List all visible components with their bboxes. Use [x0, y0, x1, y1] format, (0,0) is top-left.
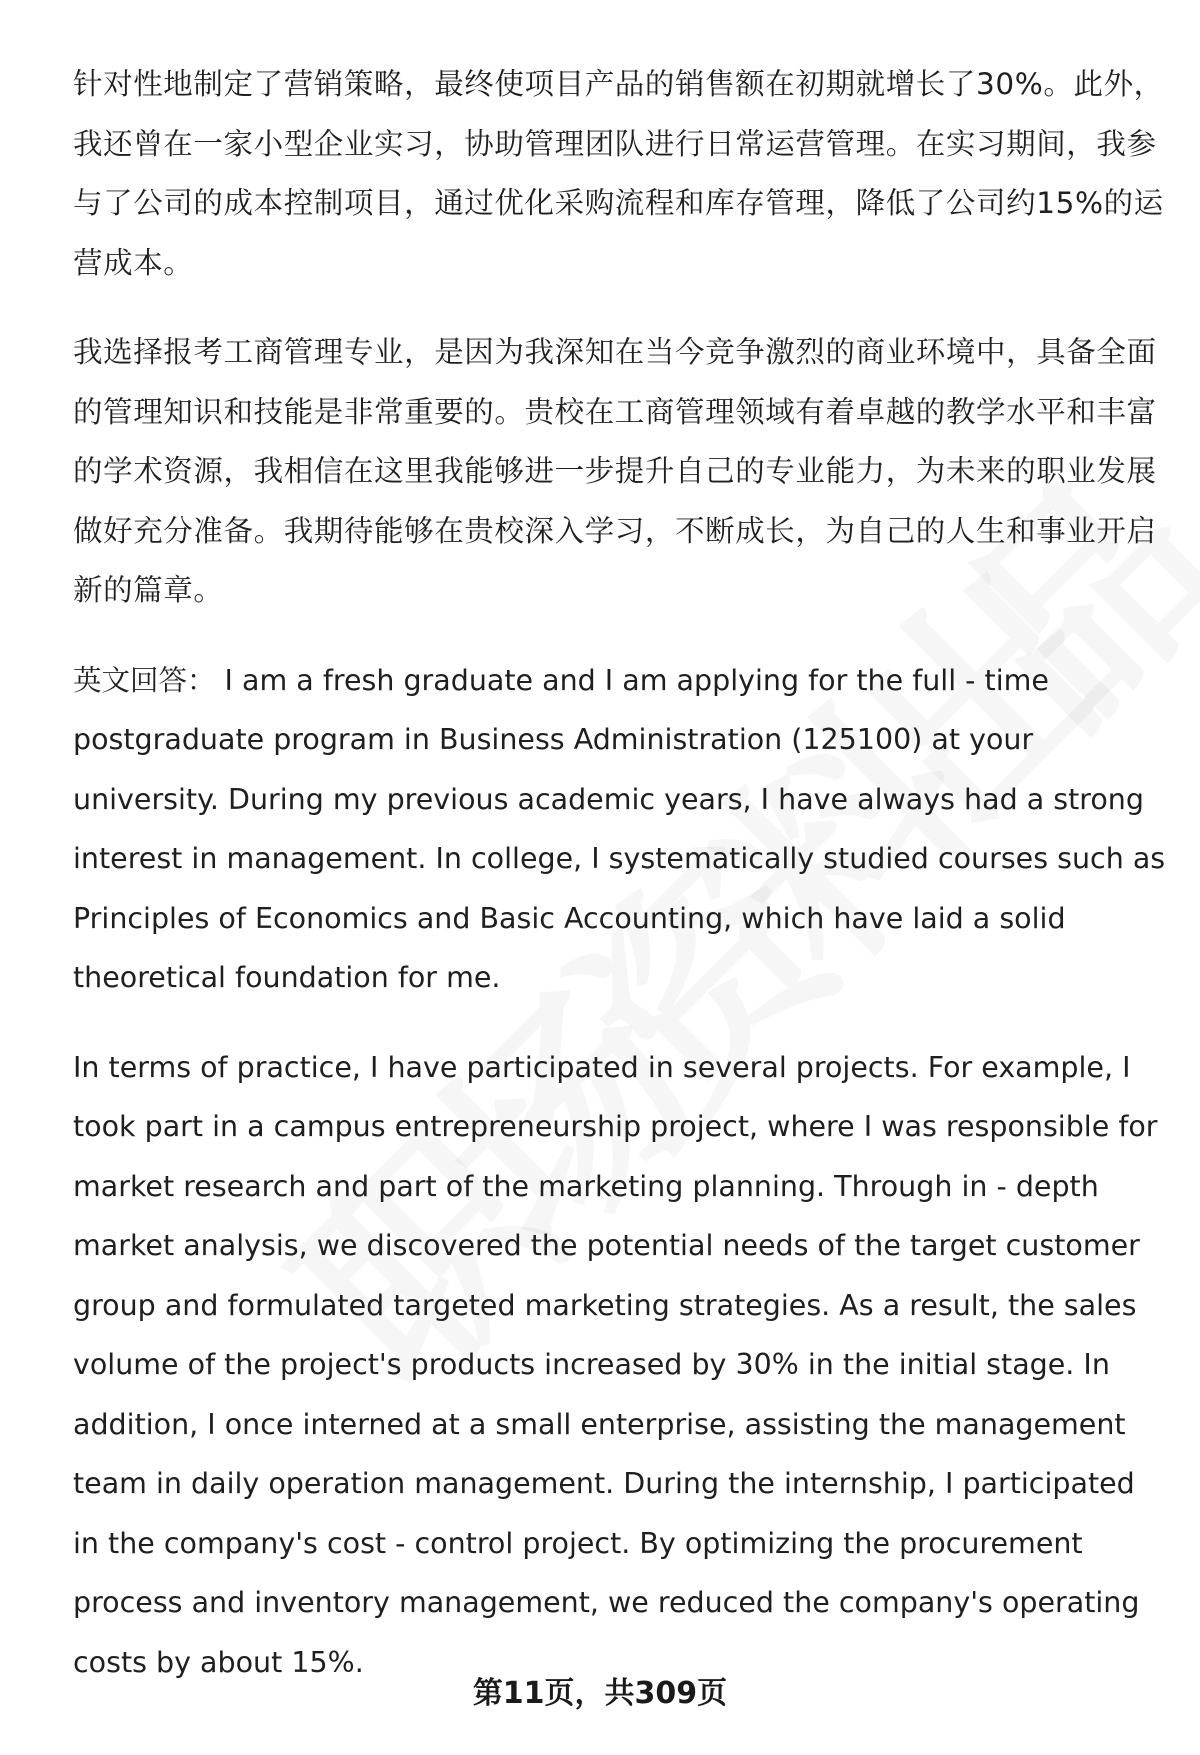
text-line: 我选择报考工商管理专业，是因为我深知在当今竞争激烈的商业环境中，具备全面 — [73, 335, 1157, 369]
paragraph — [73, 55, 1164, 293]
text-line: costs by about 15%. — [73, 1645, 364, 1679]
text-line: 营成本。 — [73, 245, 194, 280]
text-line: 的管理知识和技能是非常重要的。贵校在工商管理领域有着卓越的教学水平和丰富 — [73, 394, 1157, 429]
page-number: 第11页，共309页 — [472, 1676, 728, 1711]
text-line: market research and part of the marketing planning. Through in - depth — [73, 1169, 1099, 1203]
paragraph — [73, 323, 1157, 621]
text-line: team in daily operation management. During the internship, I participated — [73, 1467, 1135, 1500]
text-line: took part in a campus entrepreneurship project, where I was responsible for — [73, 1110, 1158, 1143]
text-line: postgraduate program in Business Administration (125100) at your — [73, 723, 1034, 756]
text-line: 做好充分准备。我期待能够在贵校深入学习，不断成长，为自己的人生和事业开启 — [73, 513, 1157, 548]
text-line: university. During my previous academic years, I have always had a strong — [73, 782, 1144, 816]
text-line: In terms of practice, I have participated in several projects. For example, I — [73, 1050, 1131, 1084]
text-line: interest in management. In college, I systematically studied courses such as — [73, 842, 1166, 875]
text-line: 新的篇章。 — [73, 573, 224, 607]
text-line: 英文回答： I am a fresh graduate and I am applying for the full - time — [73, 663, 1049, 697]
paragraph — [73, 1038, 1158, 1693]
text-line: Principles of Economics and Basic Accounting, which have laid a solid — [73, 901, 1066, 935]
text-line: 针对性地制定了营销策略，最终使项目产品的销售额在初期就增长了30%。此外， — [73, 67, 1164, 101]
text-line: in the company's cost - control project. By optimizing the procurement — [73, 1526, 1083, 1560]
text-line: addition, I once interned at a small enterprise, assisting the management — [73, 1407, 1126, 1441]
text-line: volume of the project's products increased by 30% in the initial stage. In — [73, 1348, 1110, 1381]
text-line: theoretical foundation for me. — [73, 961, 501, 994]
text-line: 我还曾在一家小型企业实习，协助管理团队进行日常运营管理。在实习期间，我参 — [73, 126, 1157, 161]
text-line: group and formulated targeted marketing strategies. As a result, the sales — [73, 1288, 1137, 1322]
text-line: process and inventory management, we reduced the company's operating — [73, 1586, 1140, 1619]
text-line: 的学术资源，我相信在这里我能够进一步提升自己的专业能力，为未来的职业发展 — [73, 454, 1157, 488]
document-body — [73, 55, 1166, 1722]
paragraph — [73, 651, 1166, 1008]
text-line: market analysis, we discovered the potential needs of the target customer — [73, 1229, 1140, 1262]
text-line: 与了公司的成本控制项目，通过优化采购流程和库存管理，降低了公司约15%的运 — [73, 186, 1164, 220]
